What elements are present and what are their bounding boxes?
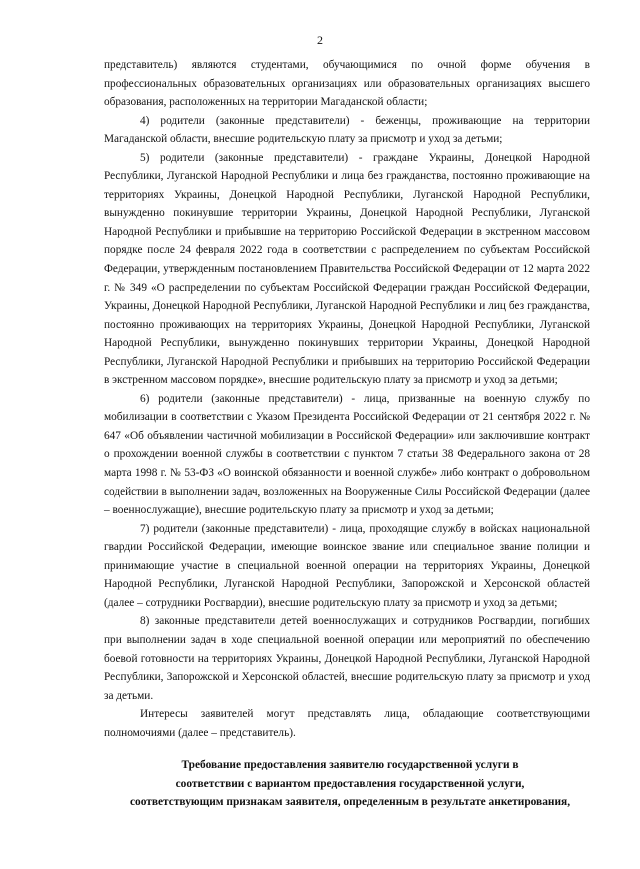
heading-line-1: Требование предоставления заявителю государственной услуги в bbox=[181, 759, 519, 771]
paragraph-item-4: 4) родители (законные представители) - беженцы, проживающие на территории Магаданской области, внесшие родительскую плату за присмотр и уход за детьми; bbox=[104, 114, 590, 146]
heading-line-2: соответствии с вариантом предоставления государственной услуги, bbox=[175, 777, 525, 790]
paragraph-item-8: 8) законные представители детей военнослужащих и сотрудников Росгвардии, погибших при выполнении задач в ходе специальной военной операции или мероприятий по обеспечению боевой готовности на территориях Украины, Донецкой Народной Республики, Луганской Народной Республики, Запорожской и Херсонской областей, внесшие родительскую плату за присмотр и уход за детьми. bbox=[104, 615, 590, 702]
paragraph-item-5: 5) родители (законные представители) - граждане Украины, Донецкой Народной Республики, Луганской Народной Республики и лица без гражданства, постоянно проживающие на территориях Украины, Донецкой Народной Республики, Луганской Народной Республики, вынужденно покинувшие территории Украины, Донецкой Народной Республики, Луганской Народной Республики и прибывшие на территорию Российской Федерации в экстренном массовом порядке после 24 февраля 2022 года в соответствии с распределением по субъектам Российской Федерации, утвержденным постановлением Правительства Российской Федерации от 12 марта 2022 г. № 349 «О распределении по субъектам Российской Федерации граждан Российской Федерации, Украины, Донецкой Народной Республики, Луганской Народной Республики и лиц без гражданства, постоянно проживающих на территориях Украины, Донецкой Народной Республики, Луганской Народной Республики, вынужденно покинувших территории Украины, Донецкой Народной Республики, Луганской Народной Республики и прибывших на территорию Российской Федерации в экстренном массовом порядке», внесшие родительскую плату за присмотр и уход за детьми; bbox=[104, 151, 590, 387]
section-heading bbox=[80, 756, 620, 812]
paragraph-continuation: представитель) являются студентами, обучающимися по очной форме обучения в профессиональных образовательных организациях или образовательных организациях высшего образования, расположенных на территории Магаданской области; bbox=[104, 59, 590, 109]
paragraph-item-7: 7) родители (законные представители) - лица, проходящие службу в войсках национальной гвардии Российской Федерации, имеющие воинское звание или специальное звание полиции и принимающие участие в специальной военной операции на территориях Украины, Донецкой Народной Республики, Луганской Народной Республики, Запорожской и Херсонской областей (далее – сотрудники Росгвардии), внесшие родительскую плату за присмотр и уход за детьми; bbox=[104, 522, 590, 609]
document-body bbox=[104, 56, 590, 742]
heading-line-3: соответствующим признакам заявителя, определенным в результате анкетирования, bbox=[129, 796, 571, 808]
page-number: 2 bbox=[317, 33, 323, 47]
paragraph-item-6: 6) родители (законные представители) - лица, призванные на военную службу по мобилизации в соответствии с Указом Президента Российской Федерации от 21 сентября 2022 г. № 647 «Об объявлении частичной мобилизации в Российской Федерации» или заключившие контракт о прохождении военной службы в соответствии с пунктом 7 статьи 38 Федерального закона от 28 марта 1998 г. № 53-ФЗ «О воинской обязанности и военной службе» либо контракт о добровольном содействии в выполнении задач, возложенных на Вооруженные Силы Российской Федерации (далее – военнослужащие), внесшие родительскую плату за присмотр и уход за детьми; bbox=[104, 392, 590, 517]
paragraph-representatives: Интересы заявителей могут представлять лица, обладающие соответствующими полномочиями (далее – представитель). bbox=[104, 708, 590, 739]
